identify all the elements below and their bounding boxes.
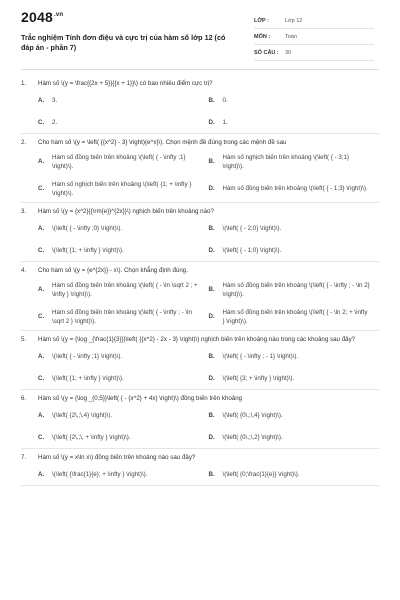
- document-header: [0, 0, 400, 80]
- option-d[interactable]: [209, 303, 380, 330]
- question-1: [21, 75, 379, 134]
- question-text: Cho hàm số \(y = {e^{2x}} - x\). Chọn khẳng định đúng.: [38, 267, 188, 274]
- option-text: Hàm số đồng biến trên khoảng \(\left( { - \infty ; - \ln 2} \right)\).: [222, 281, 370, 298]
- option-text: \(\left( {1; + \infty } \right)\).: [52, 374, 124, 382]
- option-text: 1.: [222, 118, 228, 126]
- option-letter: B.: [208, 411, 215, 419]
- option-a[interactable]: [38, 276, 209, 303]
- question-number: 1.: [21, 80, 27, 87]
- option-letter: C.: [38, 185, 45, 192]
- question-number: 5.: [21, 336, 27, 343]
- option-text: \(\left( { - \infty ;0} \right)\).: [52, 224, 123, 232]
- option-letter: C.: [38, 313, 45, 320]
- option-text: Hàm số nghịch biến trên khoảng \(\left( { - 3;1} \right)\).: [222, 153, 350, 170]
- option-letter: A.: [38, 224, 45, 232]
- option-a[interactable]: [38, 217, 209, 239]
- option-letter: B.: [208, 158, 215, 165]
- option-letter: C.: [38, 433, 45, 441]
- meta-value: Toán: [285, 33, 297, 40]
- option-b[interactable]: [209, 89, 380, 111]
- meta-value: Lớp 12: [285, 17, 303, 24]
- option-letter: A.: [38, 96, 45, 104]
- option-letter: B.: [208, 470, 215, 478]
- meta-label: SỐ CÂU :: [254, 49, 279, 56]
- option-c[interactable]: [38, 239, 209, 261]
- options-grid: [21, 404, 379, 448]
- question-text: Hàm số \(y = x\ln x\) đồng biến trên khoảng nào sau đây?: [38, 454, 196, 461]
- option-letter: C.: [38, 374, 45, 382]
- option-text: \(\left( {0\,;\,2} \right)\).: [222, 433, 283, 441]
- option-d[interactable]: [209, 239, 380, 261]
- question-text: Hàm số \(y = {\log _{\frac{1}{3}}}\left( {{x^2} - 2x - 3} \right)\) nghịch biến trên khoảng nào trong các khoảng sau đây?: [38, 336, 356, 343]
- question-2: [21, 134, 379, 203]
- option-text: \(\left( {0\,;\,4} \right)\).: [222, 411, 283, 419]
- option-letter: B.: [208, 224, 215, 232]
- option-text: Hàm số đồng biến trên khoảng \(\left( { - \infty ; - \ln \sqrt 2 } \right)\).: [52, 308, 192, 325]
- meta-row-count: [254, 45, 374, 61]
- question-number: 3.: [21, 208, 27, 215]
- meta-row-grade: [254, 13, 374, 29]
- option-c[interactable]: [38, 426, 209, 448]
- option-text: Hàm số đồng biến trên khoảng \(\left( { - \ln \sqrt 2 ; + \infty } \right)\).: [52, 281, 198, 298]
- option-text: \(\left( {\frac{1}{e}; + \infty } \right)\).: [52, 470, 148, 478]
- option-b[interactable]: [209, 148, 380, 175]
- option-letter: B.: [208, 286, 215, 293]
- options-grid: [21, 148, 379, 202]
- site-logo[interactable]: [21, 9, 63, 25]
- option-a[interactable]: [38, 89, 209, 111]
- option-a[interactable]: [38, 148, 209, 175]
- option-b[interactable]: [209, 345, 380, 367]
- option-text: Hàm số đồng biến trên khoảng \(\left( { - \ln 2; + \infty } \right)\).: [222, 308, 368, 325]
- option-letter: A.: [38, 411, 45, 419]
- option-text: 0.: [222, 96, 228, 104]
- option-letter: D.: [208, 246, 215, 254]
- option-text: 3.: [52, 96, 58, 104]
- option-text: \(\left( {0;\frac{1}{e}} \right)\).: [222, 470, 300, 478]
- question-list: [21, 75, 379, 486]
- option-d[interactable]: [209, 175, 380, 202]
- option-text: \(\left( { - \infty ;1} \right)\).: [52, 352, 123, 360]
- option-letter: A.: [38, 470, 45, 478]
- option-text: Hàm số nghịch biến trên khoảng \(\left( {1; + \infty } \right)\).: [52, 180, 192, 197]
- option-d[interactable]: [209, 426, 380, 448]
- question-number: 7.: [21, 454, 27, 461]
- option-letter: A.: [38, 352, 45, 360]
- question-text: Hàm số \(y = {x^2}{{\rm{e}}^{2x}}\) nghịch biến trên khoảng nào?: [38, 208, 214, 215]
- options-grid: [21, 345, 379, 389]
- option-letter: C.: [38, 246, 45, 254]
- option-letter: D.: [208, 374, 215, 382]
- options-grid: [21, 276, 379, 330]
- options-grid: [21, 463, 379, 485]
- meta-row-subject: [254, 29, 374, 45]
- option-d[interactable]: [209, 111, 380, 133]
- question-number: 4.: [21, 267, 27, 274]
- option-c[interactable]: [38, 111, 209, 133]
- option-text: Hàm số đồng biến trên khoảng \(\left( { - 1;3} \right)\).: [222, 185, 368, 192]
- option-letter: A.: [38, 158, 45, 165]
- option-text: \(\left( {1; + \infty } \right)\).: [52, 246, 124, 254]
- option-letter: C.: [38, 118, 45, 126]
- question-4: [21, 262, 379, 331]
- options-grid: [21, 89, 379, 133]
- option-letter: D.: [208, 118, 215, 126]
- option-a[interactable]: [38, 345, 209, 367]
- logo-suffix: .vn: [53, 12, 64, 19]
- question-text: Hàm số \(y = \frac{{2x + 5}}{{x + 1}}\) có bao nhiêu điểm cực trị?: [38, 80, 213, 87]
- option-text: \(\left( {2\,;\,4} \right)\).: [52, 411, 113, 419]
- option-text: \(\left( {2\,;\, + \infty } \right)\).: [52, 433, 131, 441]
- meta-value: 30: [285, 49, 292, 56]
- question-text: Hàm số \(y = {\log _{0,5}}\left( { - {x^2} + 4x} \right)\) đồng biến trên khoảng: [38, 395, 243, 402]
- options-grid: [21, 217, 379, 261]
- option-text: \(\left( { - 1;0} \right)\).: [222, 246, 282, 254]
- option-text: 2.: [52, 118, 58, 126]
- option-c[interactable]: [38, 303, 209, 330]
- question-5: [21, 331, 379, 390]
- document-title: Trắc nghiệm Tính đơn điệu và cực trị của hàm số lớp 12 (có đáp án - phần 7): [21, 33, 226, 52]
- option-letter: D.: [208, 185, 215, 192]
- option-letter: B.: [208, 352, 215, 360]
- option-text: \(\left( { - 2;0} \right)\).: [222, 224, 282, 232]
- option-b[interactable]: [209, 404, 380, 426]
- question-text: Cho hàm số \(y = \left( {{x^2} - 3} \right){e^x}\). Chọn mệnh đề đúng trong các mệnh đề sau: [38, 139, 287, 146]
- option-text: Hàm số đồng biến trên khoảng \(\left( { - \infty ;1} \right)\).: [52, 153, 186, 170]
- option-b[interactable]: [209, 463, 380, 485]
- option-b[interactable]: [209, 217, 380, 239]
- logo-brand: 2048: [21, 9, 53, 25]
- option-text: \(\left( {3; + \infty } \right)\).: [222, 374, 295, 382]
- question-6: [21, 390, 379, 449]
- question-number: 2.: [21, 139, 27, 146]
- meta-label: MÔN :: [254, 33, 271, 40]
- question-7: [21, 449, 379, 486]
- option-a[interactable]: [38, 404, 209, 426]
- option-letter: B.: [208, 96, 215, 104]
- option-c[interactable]: [38, 175, 209, 202]
- meta-table: [254, 13, 374, 61]
- option-letter: D.: [208, 433, 215, 441]
- option-text: \(\left( { - \infty ; - 1} \right)\).: [222, 352, 299, 360]
- question-number: 6.: [21, 395, 27, 402]
- meta-label: LỚP :: [254, 17, 269, 24]
- option-c[interactable]: [38, 367, 209, 389]
- option-d[interactable]: [209, 367, 380, 389]
- option-b[interactable]: [209, 276, 380, 303]
- option-letter: A.: [38, 286, 45, 293]
- question-3: [21, 203, 379, 262]
- option-a[interactable]: [38, 463, 209, 485]
- option-letter: D.: [208, 313, 215, 320]
- header-divider: [21, 69, 379, 70]
